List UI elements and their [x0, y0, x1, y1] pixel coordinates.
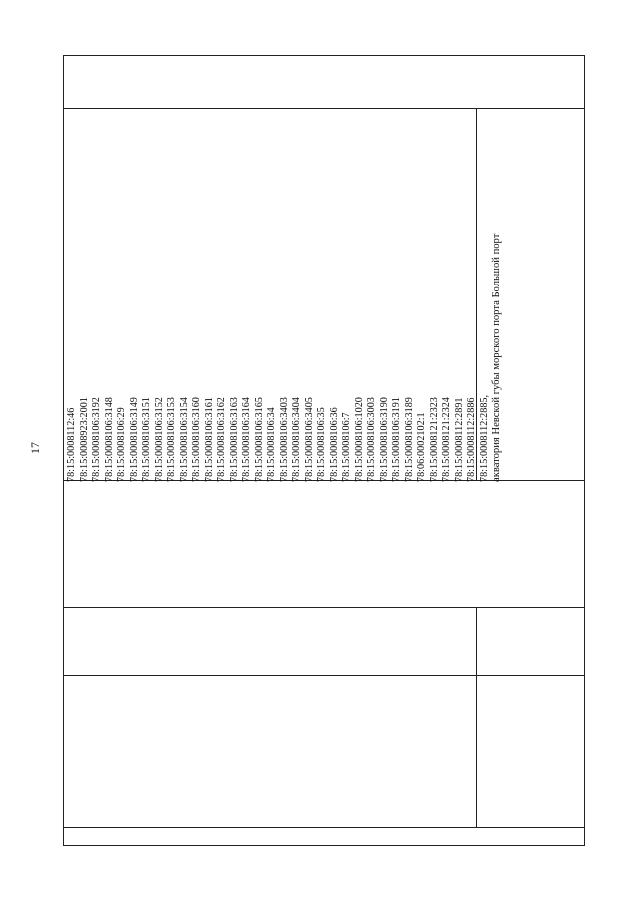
page-number: 17: [28, 442, 42, 454]
cadastral-number: 78:15:0008106:29: [116, 407, 127, 482]
row-divider-3: [64, 607, 584, 608]
cadastral-number: 78:15:0008106:3161: [203, 397, 215, 482]
row-divider-4: [64, 675, 584, 676]
cadastral-number: 78:15:0008923:2001: [78, 397, 90, 482]
cadastral-number: 78:15:0008106:3160: [191, 397, 202, 482]
cadastral-number: 78:15:0008106:3404: [291, 397, 302, 482]
column-divider-2: [476, 607, 477, 827]
cadastral-number: 78:15:0008106:3163: [228, 397, 240, 482]
cadastral-number: 78:15:0008106:3003: [366, 397, 377, 482]
cadastral-number: 78:15:0008106:3403: [278, 397, 290, 482]
cadastral-number: 78:15:0008106:34: [266, 407, 277, 482]
cadastral-number: 78:15:0008112:2886: [466, 397, 477, 482]
row-divider-1: [64, 108, 584, 109]
cadastral-number: 78:15:0008106:3189: [403, 397, 415, 482]
cadastral-number: 78:15:0008106:3190: [378, 397, 390, 482]
cadastral-number: 78:15:0008112:2891: [453, 397, 465, 482]
cadastral-number: 78:15:0008106:7: [341, 412, 352, 482]
cadastral-numbers-cell: [66, 234, 504, 482]
cadastral-number: 78:15:0008121:2324: [441, 397, 452, 482]
cadastral-number: 78:15:0008106:36: [328, 407, 340, 482]
cadastral-number: 78:15:0008106:3153: [166, 397, 177, 482]
cadastral-number: 78:15:0008106:3191: [391, 397, 402, 482]
cadastral-number: 78:15:0008106:3165: [253, 397, 265, 482]
cadastral-number: 78:15:0008106:3162: [216, 397, 227, 482]
cadastral-number: 78:15:0008106:3192: [91, 397, 102, 482]
cadastral-number: 78:15:0008106:3149: [128, 397, 140, 482]
cadastral-number: 78:06:0002102:1: [416, 412, 427, 482]
cadastral-number: 78:15:0008106:3152: [153, 397, 165, 482]
cadastral-number: 78:15:0008106:1020: [353, 397, 365, 482]
cadastral-number: 78:15:0008121:2323: [428, 397, 440, 482]
cadastral-number: 78:15:0008112:46: [66, 407, 77, 482]
cadastral-number: 78:15:0008112:2885,: [478, 394, 490, 482]
cadastral-number: 78:15:0008106:3164: [241, 397, 252, 482]
row-divider-5: [64, 827, 584, 828]
water-area-description: акватория Невской губы морского порта Большой порт: [491, 233, 502, 482]
cadastral-number: 78:15:0008106:3154: [178, 397, 190, 482]
cadastral-number: 78:15:0008106:3148: [103, 397, 115, 482]
cadastral-number: 78:15:0008106:3405: [303, 397, 315, 482]
cadastral-number: 78:15:0008106:35: [316, 407, 327, 482]
cadastral-number: 78:15:0008106:3151: [141, 397, 152, 482]
